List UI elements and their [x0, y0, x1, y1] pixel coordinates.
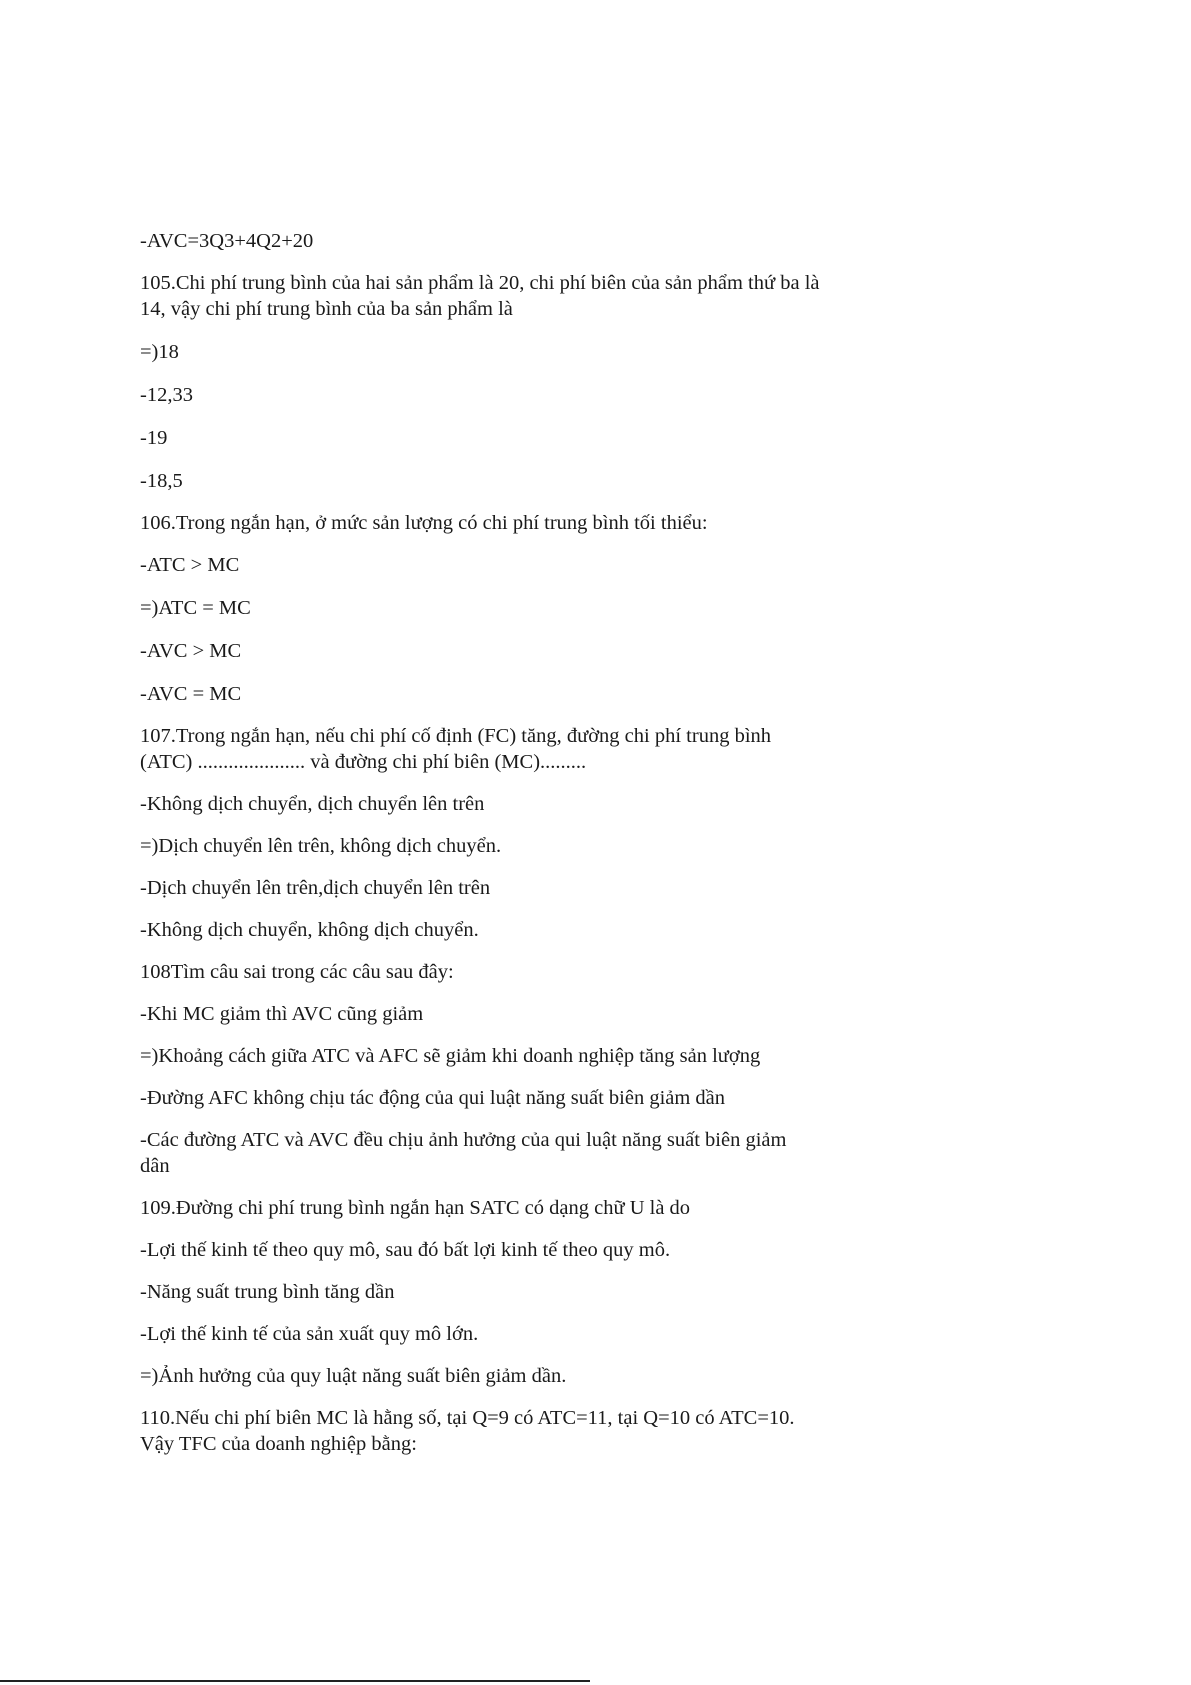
question-107: 107.Trong ngắn hạn, nếu chi phí cố định (FC) tăng, đường chi phí trung bình (ATC) ..................... và đường chi phí biên (MC).........	[140, 725, 777, 773]
question-106: 106.Trong ngắn hạn, ở mức sản lượng có chi phí trung bình tối thiểu:	[140, 512, 708, 534]
answer-option: -Khi MC giảm thì AVC cũng giảm	[140, 1003, 424, 1025]
answer-option: -Dịch chuyển lên trên,dịch chuyển lên trên	[140, 877, 491, 899]
answer-option: -19	[140, 427, 168, 449]
answer-option: -Đường AFC không chịu tác động của qui luật năng suất biên giảm dần	[140, 1087, 726, 1109]
question-105: 105.Chi phí trung bình của hai sản phẩm là 20, chi phí biên của sản phẩm thứ ba là 14, vậy chi phí trung bình của ba sản phẩm là	[140, 272, 825, 320]
text-line: -AVC=3Q3+4Q2+20	[140, 230, 314, 252]
answer-option: -Không dịch chuyển, dịch chuyển lên trên	[140, 793, 485, 815]
question-110: 110.Nếu chi phí biên MC là hằng số, tại Q=9 có ATC=11, tại Q=10 có ATC=10. Vậy TFC của doanh nghiệp bằng:	[140, 1407, 800, 1455]
question-108: 108Tìm câu sai trong các câu sau đây:	[140, 961, 454, 983]
answer-option: -Năng suất trung bình tăng dần	[140, 1281, 395, 1303]
answer-option: =)ATC = MC	[140, 597, 251, 619]
answer-option: -ATC > MC	[140, 554, 240, 576]
document-body	[140, 228, 825, 1457]
page-bottom-rule	[0, 1680, 590, 1682]
answer-option: =)18	[140, 341, 179, 363]
question-109: 109.Đường chi phí trung bình ngắn hạn SATC có dạng chữ U là do	[140, 1197, 691, 1219]
answer-option: =)Dịch chuyển lên trên, không dịch chuyển.	[140, 835, 502, 857]
answer-option: -Lợi thế kinh tế theo quy mô, sau đó bất lợi kinh tế theo quy mô.	[140, 1239, 671, 1261]
answer-option: -18,5	[140, 470, 183, 492]
answer-option: =)Khoảng cách giữa ATC và AFC sẽ giảm khi doanh nghiệp tăng sản lượng	[140, 1045, 761, 1067]
answer-option: =)Ảnh hưởng của quy luật năng suất biên giảm dần.	[140, 1365, 567, 1387]
answer-option: -AVC > MC	[140, 640, 242, 662]
answer-option: -Lợi thế kinh tế của sản xuất quy mô lớn.	[140, 1323, 479, 1345]
answer-option: -Các đường ATC và AVC đều chịu ảnh hưởng của qui luật năng suất biên giảm dân	[140, 1129, 792, 1177]
answer-option: -12,33	[140, 384, 193, 406]
answer-option: -Không dịch chuyển, không dịch chuyển.	[140, 919, 479, 941]
answer-option: -AVC = MC	[140, 683, 242, 705]
